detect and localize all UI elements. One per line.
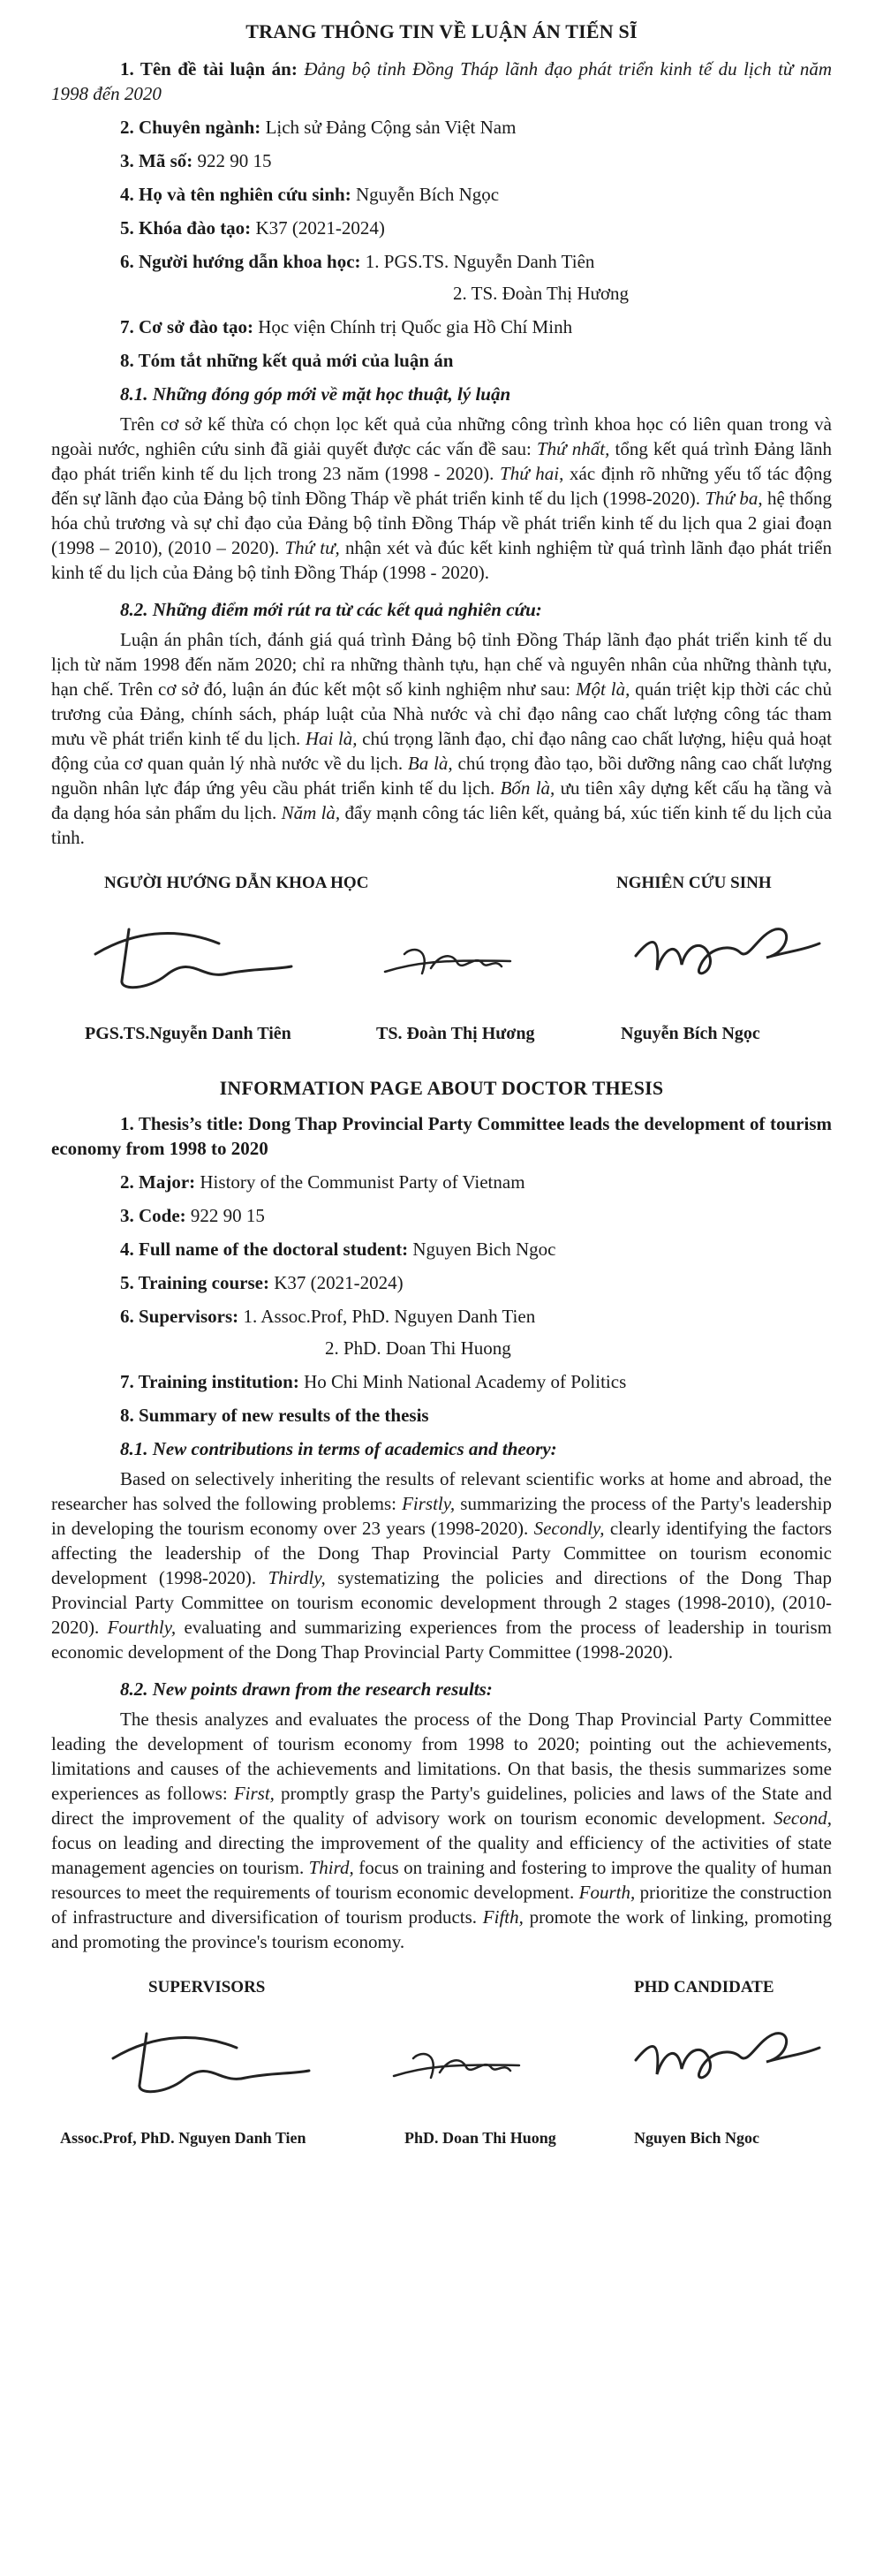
vi-s81-fourth: Thứ tư, — [284, 537, 340, 558]
en-s81-p4: systematizing the policies and directions of the Dong Thap Provincial Party Committee on tourism economic development through 2 stages (1998-2010), (2010-2020). — [51, 1567, 832, 1638]
en-s81-p1: Based on selectively inheriting the results of relevant scientific works at home and abroad, the researcher has solved the following problems: — [51, 1468, 832, 1514]
en-supervisors — [51, 1304, 832, 1329]
en-major — [51, 1170, 832, 1194]
vi-signature-advisor-1 — [87, 919, 298, 998]
en-section-8-2-title: 8.2. New points drawn from the research results: — [120, 1678, 493, 1700]
vi-summary-heading — [51, 348, 832, 373]
en-s82-five: Fifth, — [482, 1906, 524, 1928]
vi-summary-label: 8. Tóm tắt những kết quả mới của luận án — [120, 350, 454, 371]
en-code-label: 3. Code: — [120, 1205, 186, 1226]
vi-major-label: 2. Chuyên ngành: — [120, 117, 261, 138]
en-s81-second: Secondly, — [533, 1518, 605, 1539]
en-student-label: 4. Full name of the doctoral student: — [120, 1239, 409, 1260]
vi-thesis-topic — [51, 57, 832, 106]
vi-advisor-1: 1. PGS.TS. Nguyễn Danh Tiên — [365, 251, 595, 272]
vi-student-label: 4. Họ và tên nghiên cứu sinh: — [120, 184, 351, 205]
vi-s82-p4: chú trọng đào tạo, bồi dưỡng nâng cao chất lượng nguồn nhân lực đáp ứng yêu cầu phát triển kinh tế du lịch. — [51, 753, 832, 799]
vi-s82-p5: ưu tiên xây dựng kết cấu hạ tầng và đa dạng hóa sản phẩm du lịch. — [51, 777, 832, 823]
vi-sig-name-3: Nguyễn Bích Ngọc — [621, 1024, 760, 1043]
vi-major — [51, 115, 832, 140]
en-summary-heading — [51, 1403, 832, 1428]
en-s82-four: Fourth, — [578, 1882, 636, 1903]
en-major-value: History of the Communist Party of Vietnam — [200, 1171, 525, 1193]
en-advisor-2-line — [51, 1336, 832, 1360]
vi-s82-p2: quán triệt kịp thời các chủ trương của Đảng, chính sách, pháp luật của Nhà nước và chỉ đạo nâng cao chất lượng công tác tham mưu về phát triển kinh tế du lịch. — [51, 678, 832, 749]
vi-student — [51, 182, 832, 207]
vi-section-8-1-paragraph — [51, 412, 832, 585]
vi-s82-three: Ba là, — [407, 753, 453, 774]
vi-s82-p3: chú trọng lãnh đạo, chỉ đạo nâng cao chất lượng, hiệu quả hoạt động của cơ quan quản lý nhà nước về du lịch. — [51, 728, 833, 774]
vi-s81-second: Thứ hai — [500, 463, 560, 484]
en-s82-p2: promptly grasp the Party's guidelines, policies and laws of the State and direct the improvement of the quality of advisory work on tourism economic development. — [51, 1783, 832, 1829]
en-signature-advisor-1 — [104, 2023, 316, 2102]
vi-s81-p5: nhận xét và đúc kết kinh nghiệm từ quá trình lãnh đạo phát triển kinh tế du lịch của Đảng bộ tỉnh Đồng Tháp (1998 - 2020). — [51, 537, 832, 583]
en-sig-name-3: Nguyen Bich Ngoc — [634, 2129, 760, 2147]
vi-sig-name-2: TS. Đoàn Thị Hương — [376, 1024, 535, 1043]
vi-s81-p3: , xác định rõ những yếu tố tác động đến sự lãnh đạo của Đảng bộ tỉnh Đồng Tháp về phát triển kinh tế du lịch (1998-2020). — [51, 463, 833, 509]
en-code-value: 922 90 15 — [190, 1205, 265, 1226]
vi-s81-third: Thứ ba — [705, 488, 758, 509]
vi-advisors — [51, 249, 832, 274]
vi-s81-p1: Trên cơ sở kế thừa có chọn lọc kết quả của những công trình khoa học có liên quan trong và ngoài nước, nghiên cứu sinh đã giải quyết được các vấn đề sau: — [51, 413, 832, 459]
vi-sig-name-1: PGS.TS.Nguyễn Danh Tiên — [85, 1024, 291, 1043]
en-s81-p2: summarizing the process of the Party's leadership in developing the tourism economy over 23 years (1998-2020). — [51, 1493, 832, 1539]
vi-s81-p4: , hệ thống hóa chủ trương và sự chỉ đạo của Đảng bộ tỉnh Đồng Tháp về phát triển kinh tế du lịch qua 2 giai đoạn (1998 – 2010), (2010 – 2020). — [51, 488, 832, 558]
en-course-label: 5. Training course: — [120, 1272, 269, 1293]
vi-topic-value: Đảng bộ tỉnh Đồng Tháp lãnh đạo phát triển kinh tế du lịch từ năm 1998 đến 2020 — [51, 58, 833, 104]
vi-s81-first: Thứ nhất, — [536, 438, 610, 459]
en-s82-p5: prioritize the construction of infrastructure and diversification of tourism products. — [51, 1882, 832, 1928]
en-advisor-label: 6. Supervisors: — [120, 1306, 239, 1327]
en-institution — [51, 1369, 832, 1394]
en-sig-advisors-heading: SUPERVISORS — [148, 1978, 266, 1996]
en-code — [51, 1203, 832, 1228]
en-signature-headings — [51, 1970, 832, 2005]
vi-institution — [51, 314, 832, 339]
vi-page-title: TRANG THÔNG TIN VỀ LUẬN ÁN TIẾN SĨ — [245, 20, 638, 42]
en-signatures — [51, 2005, 832, 2120]
en-s81-third: Thirdly, — [268, 1567, 326, 1588]
en-section-8-1-paragraph — [51, 1466, 832, 1664]
en-section-8-1-title: 8.1. New contributions in terms of academics and theory: — [120, 1438, 557, 1459]
en-s81-p5: evaluating and summarizing experiences from the process of leadership in tourism economic development of the Dong Thap Provincial Party Committee (1998-2020). — [51, 1617, 832, 1663]
vi-advisor-2-line — [51, 281, 832, 306]
vi-section-8-1-title: 8.1. Những đóng góp mới về mặt học thuật, lý luận — [120, 383, 511, 405]
vi-advisor-2: 2. TS. Đoàn Thị Hương — [453, 283, 630, 304]
en-major-label: 2. Major: — [120, 1171, 196, 1193]
en-thesis-title — [51, 1111, 832, 1161]
en-sig-candidate-heading: PHD CANDIDATE — [634, 1978, 774, 1996]
vi-course-value: K37 (2021-2024) — [255, 217, 385, 239]
en-page-title: INFORMATION PAGE ABOUT DOCTOR THESIS — [219, 1077, 664, 1099]
en-signature-candidate — [625, 2021, 828, 2101]
en-course-value: K37 (2021-2024) — [274, 1272, 404, 1293]
vi-s82-four: Bốn là, — [500, 777, 555, 799]
en-institution-value: Ho Chi Minh National Academy of Politics — [304, 1371, 627, 1392]
vi-section-8-2-title: 8.2. Những điểm mới rút ra từ các kết quả nghiên cứu: — [120, 599, 542, 620]
en-s81-first: Firstly, — [402, 1493, 456, 1514]
en-student — [51, 1237, 832, 1261]
vi-code-value: 922 90 15 — [197, 150, 272, 171]
vi-signature-names — [51, 1016, 832, 1058]
vi-s82-two: Hai là, — [305, 728, 358, 749]
vi-sig-candidate-heading: NGHIÊN CỨU SINH — [616, 874, 772, 892]
en-summary-label: 8. Summary of new results of the thesis — [120, 1405, 429, 1426]
en-sig-name-1: Assoc.Prof, PhD. Nguyen Danh Tien — [60, 2129, 306, 2147]
vi-course — [51, 216, 832, 240]
en-advisor-2: 2. PhD. Doan Thi Huong — [325, 1337, 511, 1359]
en-s82-p3: focus on leading and directing the improvement of the quality and efficiency of the activities of state management agencies on tourism. — [51, 1832, 832, 1878]
en-s81-p3: clearly identifying the factors affecting the leadership of the Dong Thap Provincial Party Committee on tourism economic development (1998-2020). — [51, 1518, 832, 1588]
vi-signature-headings — [51, 866, 832, 901]
vi-s82-one: Một là, — [575, 678, 630, 700]
vi-code — [51, 148, 832, 173]
en-s82-p1: The thesis analyzes and evaluates the process of the Dong Thap Provincial Party Committee leading the development of tourism economy from 1998 to 2020; pointing out the achievements, limitations and causes of the achievements and limitations. On that basis, the thesis summarizes some experiences as follows: — [51, 1708, 832, 1804]
vi-s81-p2: tổng kết quá trình Đảng lãnh đạo phát triển kinh tế du lịch trong 23 năm (1998 - 2020). — [51, 438, 832, 484]
en-s82-two: Second, — [774, 1807, 832, 1829]
en-institution-label: 7. Training institution: — [120, 1371, 299, 1392]
vi-institution-value: Học viện Chính trị Quốc gia Hồ Chí Minh — [258, 316, 573, 337]
vi-signature-candidate — [625, 917, 828, 996]
vi-topic-label: 1. Tên đề tài luận án: — [120, 58, 298, 80]
en-signature-advisor-2 — [387, 2041, 528, 2094]
vi-sig-advisors-heading: NGƯỜI HƯỚNG DẪN KHOA HỌC — [104, 874, 369, 892]
vi-student-value: Nguyễn Bích Ngọc — [355, 184, 500, 205]
vi-s82-five: Năm là, — [281, 802, 341, 823]
en-s82-p6: promote the work of linking, promoting and promoting the province's tourism economy. — [51, 1906, 833, 1952]
vi-course-label: 5. Khóa đào tạo: — [120, 217, 252, 239]
vi-signatures — [51, 901, 832, 1016]
en-sig-name-2: PhD. Doan Thi Huong — [404, 2129, 556, 2147]
en-advisor-1: 1. Assoc.Prof, PhD. Nguyen Danh Tien — [243, 1306, 536, 1327]
vi-s82-p1: Luận án phân tích, đánh giá quá trình Đảng bộ tỉnh Đồng Tháp lãnh đạo phát triển kinh tế du lịch từ năm 1998 đến năm 2020; chỉ ra những thành tựu, hạn chế và nguyên nhân của những thành tựu, hạn chế. Trên cơ sở đó, luận án đúc kết một số kinh nghiệm như sau: — [51, 629, 832, 700]
en-s82-p4: focus on training and fostering to improve the quality of human resources to meet the requirements of tourism economic development. — [51, 1857, 832, 1903]
en-s82-one: First, — [233, 1783, 275, 1804]
en-section-8-2-paragraph — [51, 1707, 832, 1954]
vi-s82-p6: đẩy mạnh công tác liên kết, quảng bá, xúc tiến kinh tế du lịch của tỉnh. — [51, 802, 832, 848]
vi-advisor-label: 6. Người hướng dẫn khoa học: — [120, 251, 361, 272]
vi-signature-advisor-2 — [378, 936, 519, 989]
en-signature-names — [51, 2120, 832, 2163]
en-student-value: Nguyen Bich Ngoc — [412, 1239, 556, 1260]
en-s82-three: Third, — [308, 1857, 354, 1878]
vi-section-8-2-paragraph — [51, 627, 832, 850]
en-topic-label: 1. Thesis’s title: Dong Thap Provincial Party Committee leads the development of tourism economy from 1998 to 2020 — [51, 1113, 832, 1159]
vi-major-value: Lịch sử Đảng Cộng sản Việt Nam — [265, 117, 517, 138]
en-s81-fourth: Fourthly, — [107, 1617, 177, 1638]
vi-code-label: 3. Mã số: — [120, 150, 193, 171]
en-course — [51, 1270, 832, 1295]
vi-institution-label: 7. Cơ sở đào tạo: — [120, 316, 254, 337]
